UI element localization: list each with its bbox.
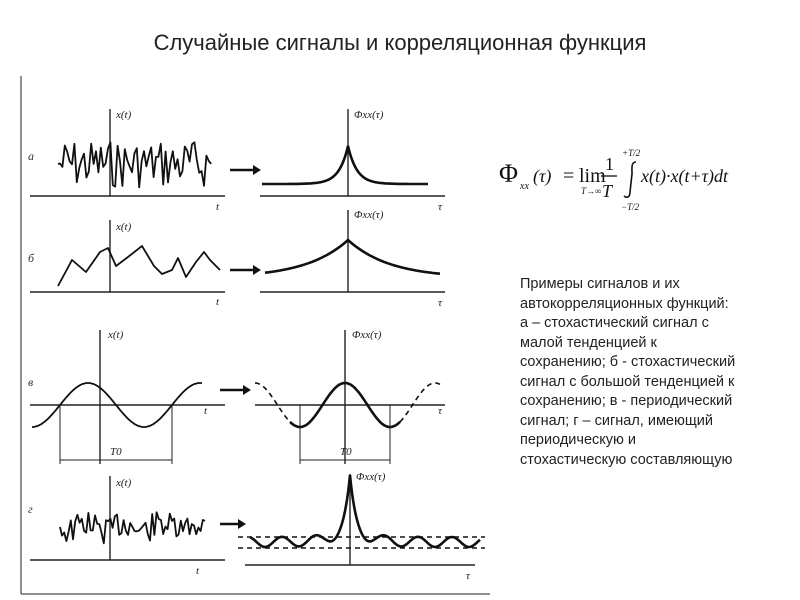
row-b-signal-axis-label: x(t): [116, 221, 132, 233]
row-d-signal-time-label: t: [196, 565, 200, 577]
caption-line: сигнал; г – сигнал, имеющий: [520, 412, 714, 429]
row-d-signal-curve: [60, 512, 205, 543]
caption-line: сохранению; б - стохастический: [520, 354, 736, 370]
formula-fraction-denominator: T: [602, 181, 613, 201]
row-a-acf-curve: [262, 146, 428, 184]
row-b-acf-curve: [265, 240, 440, 274]
signal-figure: [20, 72, 495, 600]
row-c-signal-time-label: t: [204, 405, 208, 417]
row-c: [28, 329, 445, 464]
row-d-arrow-head: [238, 519, 246, 529]
row-a-signal-time-label: t: [216, 201, 220, 213]
formula-fraction-numerator: 1: [605, 154, 614, 174]
formula-phi: Φ: [499, 159, 519, 188]
figure-caption: [520, 275, 792, 470]
row-a-signal-axis-label: x(t): [116, 109, 132, 121]
row-c-label: в: [28, 375, 34, 389]
caption-line: сохранению; в - периодический: [520, 393, 733, 409]
row-a-signal-curve: [58, 142, 211, 187]
formula-phi-argument: (τ): [533, 166, 552, 186]
row-a-acf-axis-label: Φxx(τ): [354, 109, 384, 121]
slide-title: Случайные сигналы и корреляционная функция: [153, 30, 647, 55]
row-b-acf-time-label: τ: [438, 297, 442, 309]
row-b-signal-curve: [58, 246, 220, 286]
caption-line: периодическую и: [520, 432, 637, 448]
formula-integral-sign: [624, 162, 636, 197]
row-a-label: а: [28, 149, 34, 163]
row-d-signal-axis-label: x(t): [116, 477, 132, 489]
caption-line: стохастическую составляющую: [520, 451, 733, 468]
formula-lim-subscript: T→∞: [581, 186, 602, 196]
row-b-arrow-head: [253, 265, 261, 275]
row-c-acf-period-label: T0: [340, 446, 352, 458]
row-d-label: г: [28, 502, 33, 516]
row-b-acf-axis-label: Φxx(τ): [354, 209, 384, 221]
formula-equals: =: [563, 165, 575, 187]
row-a-acf-time-label: τ: [438, 201, 442, 213]
caption-line: сигнал с большой тенденцией к: [520, 373, 735, 390]
row-c-signal-axis-label: x(t): [108, 329, 124, 341]
caption-line: малой тенденцией к: [520, 334, 657, 351]
row-c-acf-time-label: τ: [438, 405, 442, 417]
autocorrelation-formula: [495, 140, 795, 215]
formula-lim: lim: [579, 165, 606, 187]
formula-integrand: x(t)·x(t+τ)dt: [641, 166, 729, 186]
row-c-acf-axis-label: Φxx(τ): [352, 329, 382, 341]
row-b-signal-time-label: t: [216, 296, 220, 308]
formula-integral-lower: −T/2: [621, 202, 640, 212]
row-b: [28, 209, 445, 309]
caption-line: автокорреляционных функций:: [520, 295, 729, 312]
row-a: [28, 109, 445, 213]
row-d: [28, 471, 485, 582]
formula-phi-subscript: xx: [520, 181, 529, 192]
row-d-acf-time-label: τ: [466, 570, 470, 582]
row-c-acf-curve-right-dashed: [400, 383, 440, 422]
row-a-arrow-head: [253, 165, 261, 175]
caption-line: Примеры сигналов и их: [520, 276, 680, 292]
formula-integral-upper: +T/2: [622, 148, 641, 158]
row-c-period-label: T0: [110, 446, 122, 458]
row-b-label: б: [28, 251, 35, 265]
caption-line: а – стохастический сигнал с: [520, 315, 709, 331]
row-d-acf-axis-label: Φxx(τ): [356, 471, 386, 483]
row-c-arrow-head: [243, 385, 251, 395]
row-c-acf-curve-left-dashed: [255, 383, 290, 422]
